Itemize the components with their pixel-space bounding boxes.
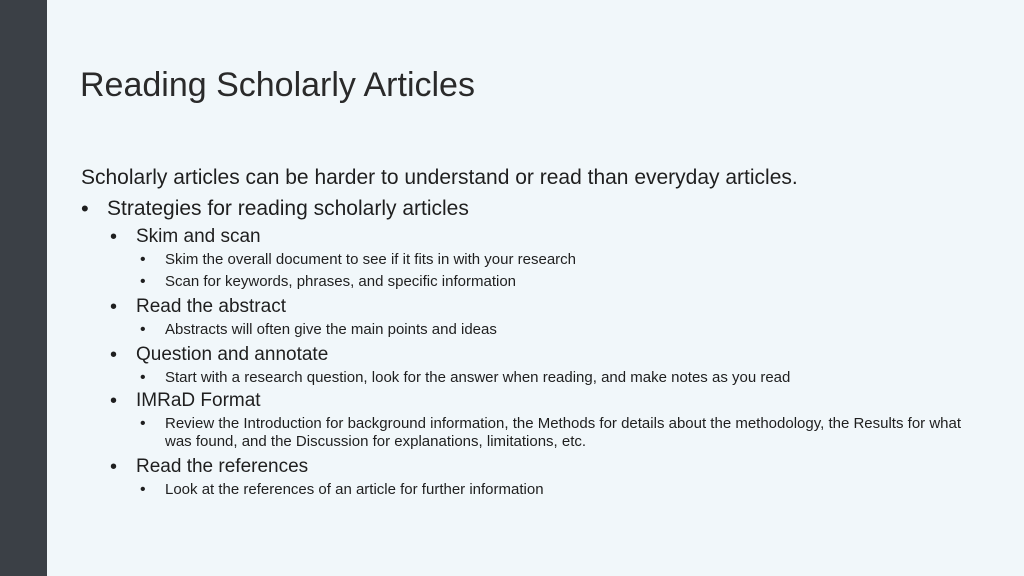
strategy-label: Skim and scan xyxy=(136,226,261,247)
bullet-icon: • xyxy=(81,196,89,221)
bullet-icon: • xyxy=(110,226,118,248)
strategy-detail xyxy=(140,367,981,389)
bullet-icon: • xyxy=(110,390,118,412)
strategy-detail-text: Start with a research question, look for the answer when reading, and make notes as you read xyxy=(165,369,791,386)
strategy-detail-text: Scan for keywords, phrases, and specific information xyxy=(165,273,516,290)
strategy-label: Question and annotate xyxy=(136,344,329,365)
strategy-label: Read the references xyxy=(136,456,309,477)
strategy-detail-text: Skim the overall document to see if it fits in with your research xyxy=(165,251,577,268)
strategy-item-imrad-format xyxy=(110,389,981,413)
strategy-detail-text: Review the Introduction for background information, the Methods for details about the methodology, the Results for what was found, and the Discussion for explanations, limitations, etc. xyxy=(165,415,962,450)
bullet-icon: • xyxy=(110,456,118,478)
strategies-heading-item xyxy=(81,193,981,225)
strategy-detail xyxy=(140,479,981,501)
bullet-icon: • xyxy=(140,251,146,268)
strategy-label: Read the abstract xyxy=(136,296,286,317)
strategy-item-read-the-references xyxy=(110,455,981,479)
strategy-detail xyxy=(140,413,965,453)
strategy-item-question-and-annotate xyxy=(110,343,981,367)
strategies-heading: Strategies for reading scholarly articles xyxy=(107,197,469,220)
bullet-icon: • xyxy=(110,344,118,366)
bullet-icon: • xyxy=(110,296,118,318)
strategies-outline xyxy=(81,193,981,501)
bullet-icon: • xyxy=(140,273,146,290)
bullet-icon: • xyxy=(140,321,146,338)
bullet-icon: • xyxy=(140,481,146,498)
strategy-item-skim-and-scan xyxy=(110,225,981,249)
bullet-icon: • xyxy=(140,415,146,432)
strategy-label: IMRaD Format xyxy=(136,390,261,411)
intro-text: Scholarly articles can be harder to understand or read than everyday articles. xyxy=(81,166,798,189)
strategy-item-read-the-abstract xyxy=(110,295,981,319)
slide-title: Reading Scholarly Articles xyxy=(80,66,475,104)
strategy-detail xyxy=(140,319,981,341)
strategy-detail-text: Look at the references of an article for further information xyxy=(165,481,544,498)
strategy-detail xyxy=(140,249,981,271)
strategy-detail-text: Abstracts will often give the main points and ideas xyxy=(165,321,497,338)
slide-sidebar-bar xyxy=(0,0,47,576)
bullet-icon: • xyxy=(140,369,146,386)
strategy-detail xyxy=(140,271,981,293)
